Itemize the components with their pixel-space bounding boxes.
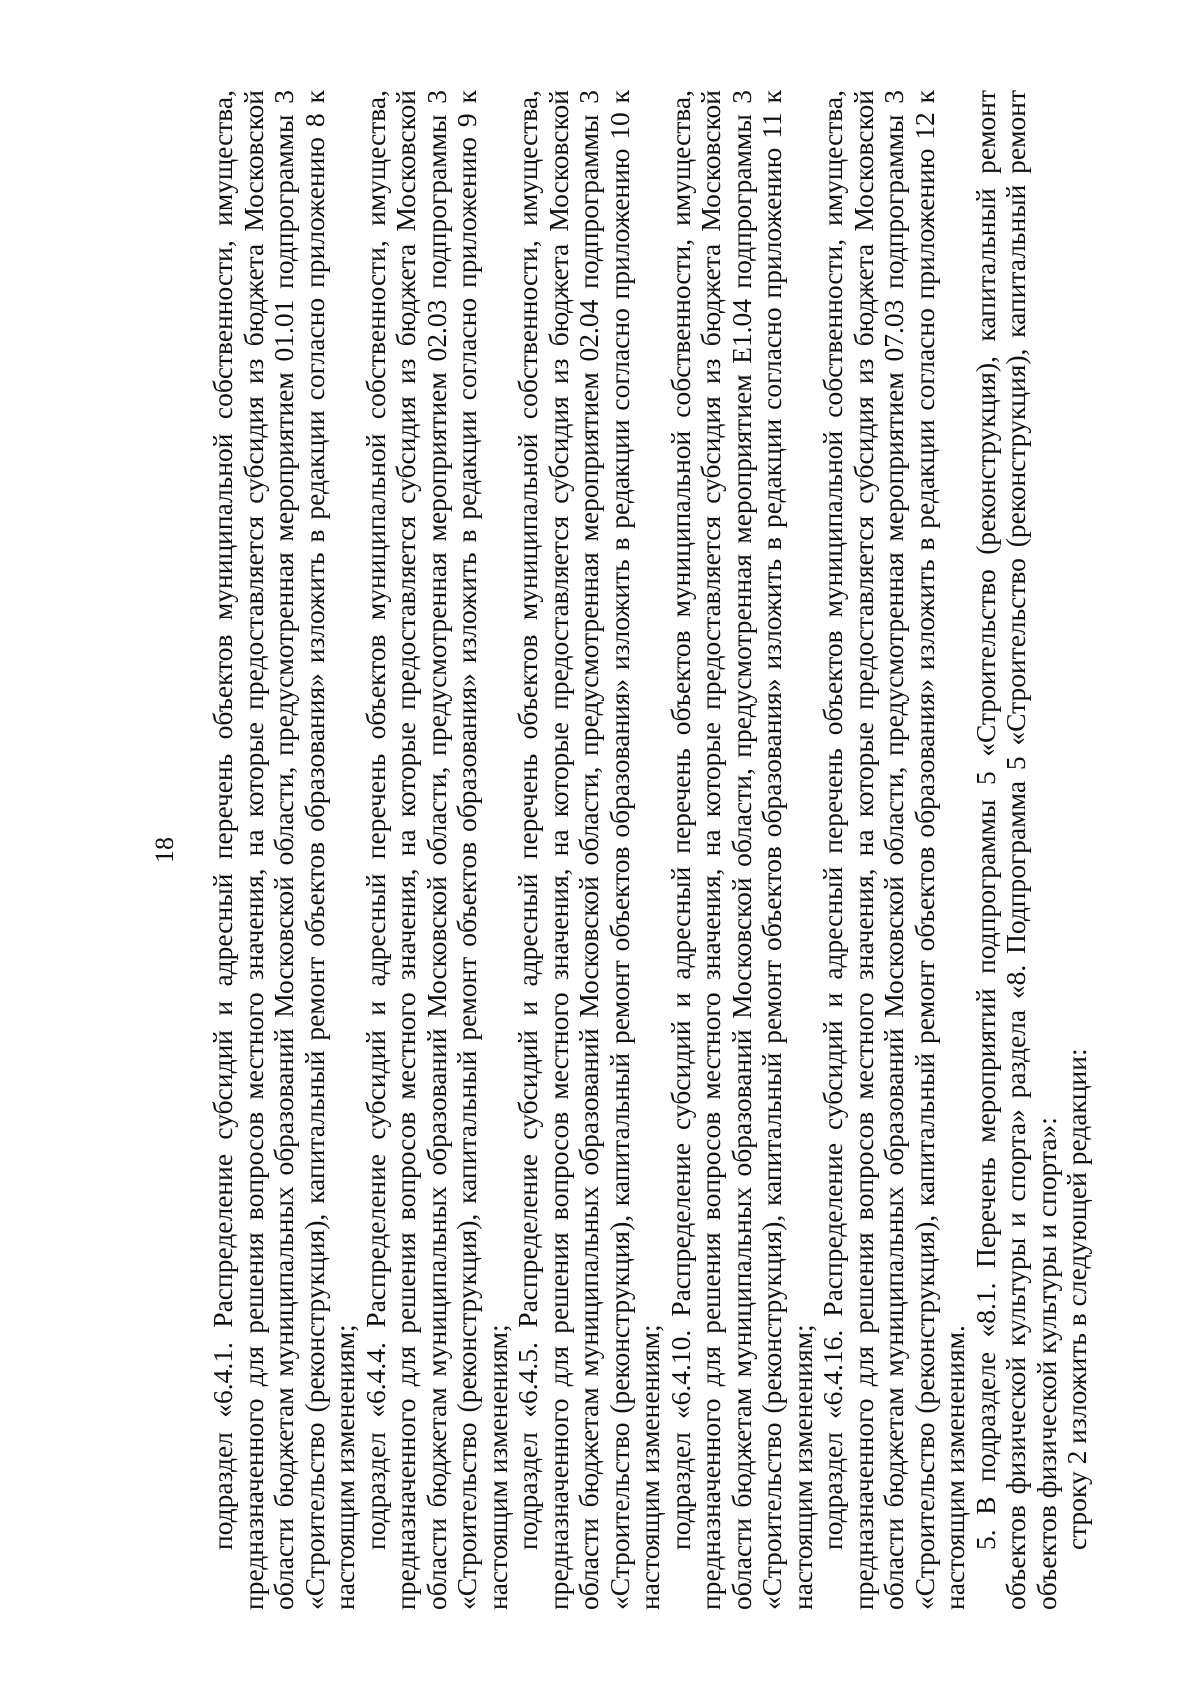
paragraph-subsection-6-4-10: подраздел «6.4.10. Распределение субсидий и адресный перечень объектов муниципальной собственности, имущества, предназначенного для решения вопросов местного значения, на которые предоставляется субсидия из бюджета Московской области бюджетам муниципальных образований Московской области, предусмотренная мероприятием Е1.04 подпрограммы 3 «Строительство (реконструкция), капитальный ремонт объектов образования» изложить в редакции согласно приложению 11 к настоящим изменениям;	[664, 90, 818, 1610]
paragraph-subsection-6-4-4: подраздел «6.4.4. Распределение субсидий и адресный перечень объектов муниципальной собственности, имущества, предназначенного для решения вопросов местного значения, на которые предоставляется субсидия из бюджета Московской области бюджетам муниципальных образований Московской области, предусмотренная мероприятием 02.03 подпрограммы 3 «Строительство (реконструкция), капитальный ремонт объектов образования» изложить в редакции согласно приложению 9 к настоящим изменениям;	[359, 90, 513, 1610]
paragraph-subsection-6-4-1: подраздел «6.4.1. Распределение субсидий и адресный перечень объектов муниципальной собственности, имущества, предназначенного для решения вопросов местного значения, на которые предоставляется субсидия из бюджета Московской области бюджетам муниципальных образований Московской области, предусмотренная мероприятием 01.01 подпрограммы 3 «Строительство (реконструкция), капитальный ремонт объектов образования» изложить в редакции согласно приложению 8 к настоящим изменениям;	[207, 90, 360, 1610]
page-number: 18	[150, 837, 179, 863]
rotated-content	[150, 90, 1092, 1610]
paragraph-item-5: 5. В подразделе «8.1. Перечень мероприятий подпрограммы 5 «Строительство (реконструкция), капитальный ремонт объектов физической культуры и спорта» раздела «8. Подпрограмма 5 «Строительство (реконструкция), капитальный ремонт объектов физической культуры и спорта»:	[969, 90, 1062, 1610]
paragraph-row-2: строку 2 изложить в следующей редакции:	[1061, 1048, 1092, 1550]
paragraph-subsection-6-4-16: подраздел «6.4.16. Распределение субсидий и адресный перечень объектов муниципальной собственности, имущества, предназначенного для решения вопросов местного значения, на которые предоставляется субсидия из бюджета Московской области бюджетам муниципальных образований Московской области, предусмотренная мероприятием 07.03 подпрограммы 3 «Строительство (реконструкция), капитальный ремонт объектов образования» изложить в редакции согласно приложению 12 к настоящим изменениям.	[817, 90, 970, 1610]
document-body	[208, 90, 1093, 1610]
paragraph-subsection-6-4-5: подраздел «6.4.5. Распределение субсидий и адресный перечень объектов муниципальной собственности, имущества, предназначенного для решения вопросов местного значения, на которые предоставляется субсидия из бюджета Московской области бюджетам муниципальных образований Московской области, предусмотренная мероприятием 02.04 подпрограммы 3 «Строительство (реконструкция), капитальный ремонт объектов образования» изложить в редакции согласно приложению 10 к настоящим изменениям;	[512, 90, 665, 1610]
